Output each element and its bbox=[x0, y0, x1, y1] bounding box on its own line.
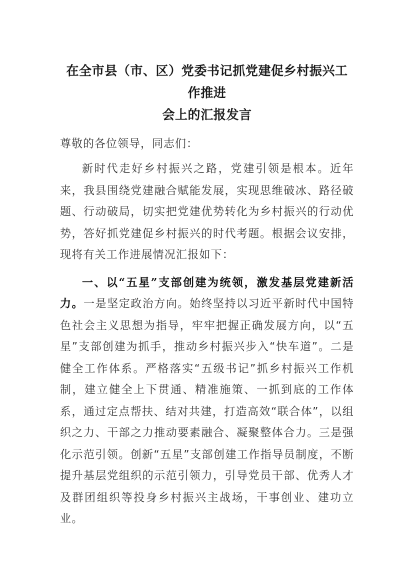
title-line-2: 会上的汇报发言 bbox=[162, 107, 252, 122]
section-1-body: 一是坚定政治方向。始终坚持以习近平新时代中国特色社会主义思想为指导，牢牢把握正确发展方向，以“五星”支部创建为抓手，推动乡村振兴步入“快车道”。二是健全工作体系。严格落实“五级书记”抓乡村振兴工作机制，建立健全上下贯通、精准施策、一抓到底的工作体系，通过定点帮扶、结对共建，打造高效“联合体”，以组织之力、干部之力推动要素融合、凝聚整体合力。三是强化示范引领。创新“五星”支部创建工作指导员制度，不断提升基层党组织的示范引领力，引导党员干部、优秀人才及群团组织等投身乡村振兴主战场，干事创业、建功立业。 bbox=[60, 297, 354, 525]
salutation: 尊敬的各位领导，同志们： bbox=[60, 137, 198, 150]
title-line-1: 在全市县（市、区）党委书记抓党建促乡村振兴工作推进 bbox=[66, 63, 348, 100]
section-1-heading: 一、以“五星”支部创建为统领，激发基层党建新活力。 bbox=[60, 275, 354, 310]
document-title bbox=[60, 60, 354, 126]
section-1-paragraph bbox=[60, 272, 354, 530]
intro-paragraph: 新时代走好乡村振兴之路，党建引领是根本。近年来，我县围绕党建融合赋能发展，实现思维破冰、路径破题、行动破局，切实把党建优势转化为乡村振兴的行动优势，答好抓党建促乡村振兴的时代考题。根据会议安排，现将有关工作进展情况汇报如下： bbox=[60, 162, 354, 261]
